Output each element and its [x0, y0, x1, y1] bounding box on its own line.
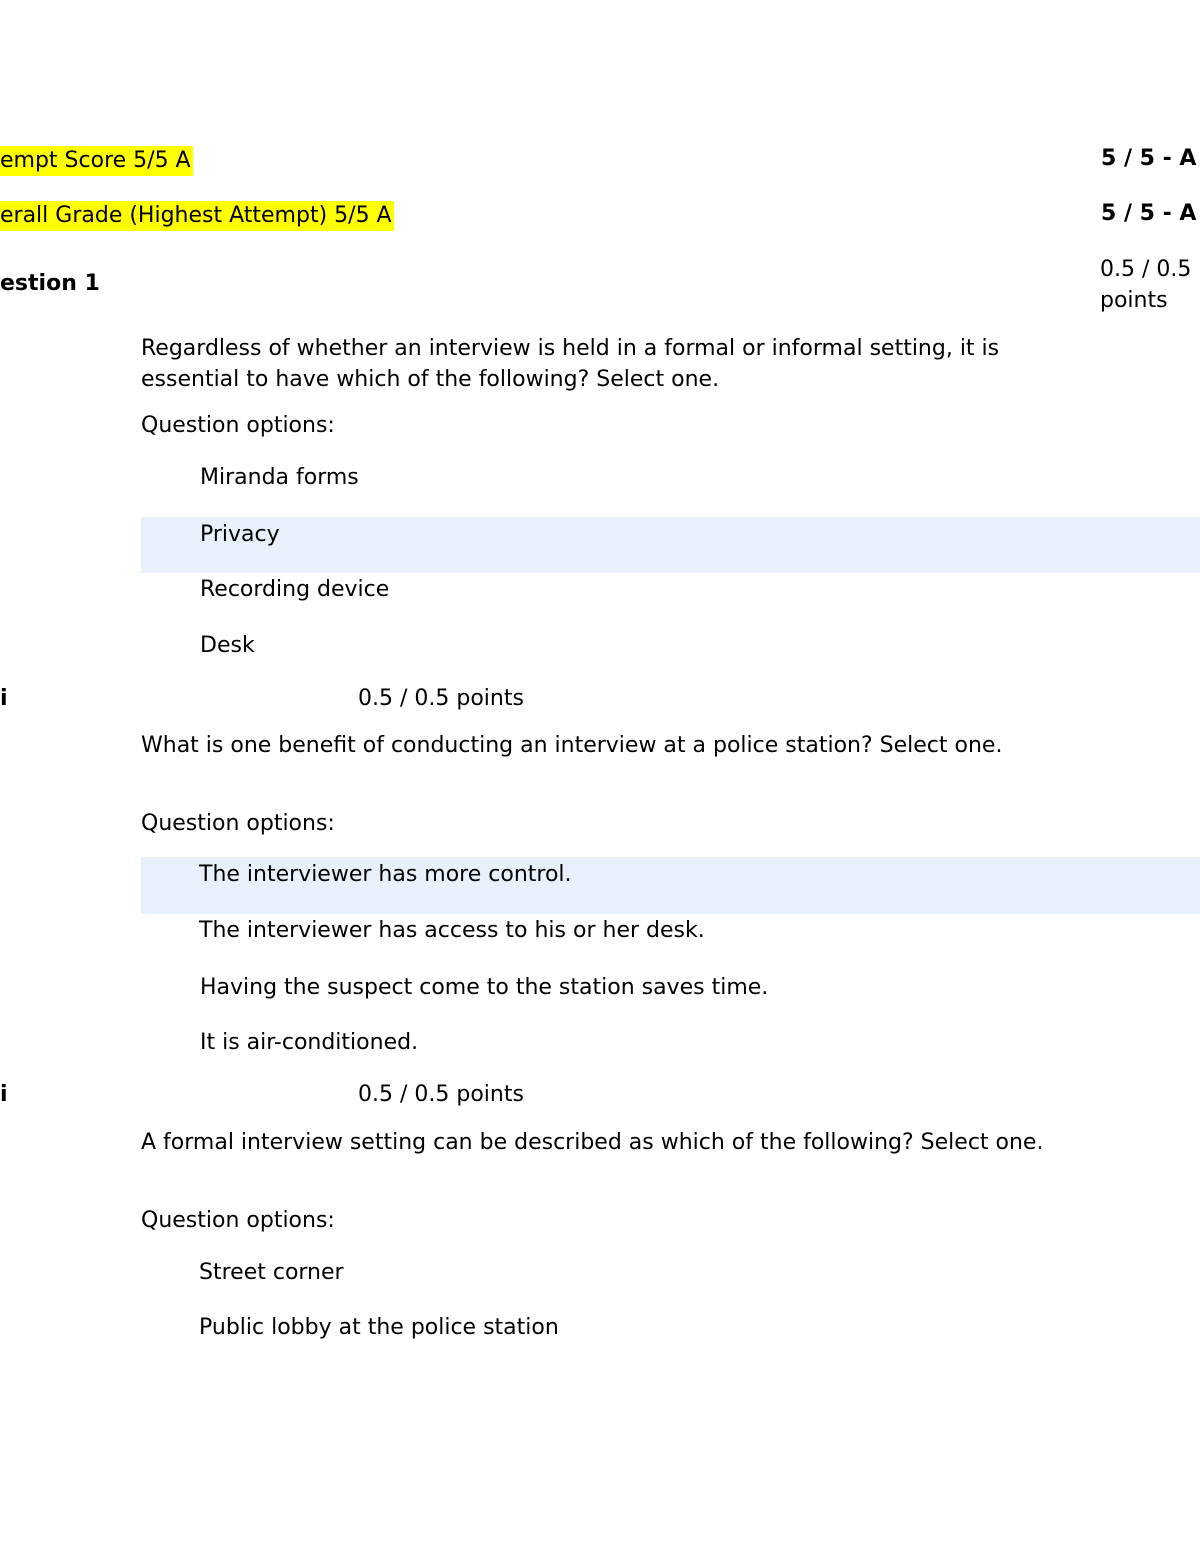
- question-2-option-2[interactable]: The interviewer has access to his or her desk.: [199, 918, 705, 943]
- question-3-points: 0.5 / 0.5 points: [358, 1082, 524, 1107]
- question-2-option-1[interactable]: The interviewer has more control.: [199, 862, 572, 887]
- attempt-score-value: 5 / 5 - A: [1101, 146, 1197, 171]
- question-3-title: i: [0, 1082, 8, 1107]
- selected-answer-band: [141, 517, 1200, 573]
- question-3-option-1[interactable]: Street corner: [199, 1260, 344, 1285]
- question-1-option-1[interactable]: Miranda forms: [200, 465, 359, 490]
- question-3-option-2[interactable]: Public lobby at the police station: [199, 1315, 559, 1340]
- attempt-score-label: empt Score 5/5 A: [0, 146, 193, 176]
- question-2-option-4[interactable]: It is air-conditioned.: [200, 1030, 419, 1055]
- question-1-text: Regardless of whether an interview is held in a formal or informal setting, it is essential to have which of the following? Select one.: [141, 336, 1000, 392]
- question-3-options-label: Question options:: [141, 1208, 335, 1233]
- question-2-points: 0.5 / 0.5 points: [358, 686, 524, 711]
- question-1-option-3[interactable]: Recording device: [200, 577, 390, 602]
- question-1-option-2[interactable]: Privacy: [200, 522, 280, 547]
- question-3-text: A formal interview setting can be described as which of the following? Select one.: [141, 1130, 1044, 1155]
- overall-grade-value: 5 / 5 - A: [1101, 201, 1197, 226]
- question-1-title: estion 1: [0, 271, 100, 296]
- question-1-option-4[interactable]: Desk: [200, 633, 255, 658]
- question-1-points: 0.5 / 0.5 points: [1100, 257, 1192, 313]
- question-2-title: i: [0, 686, 8, 711]
- question-2-text: What is one benefit of conducting an interview at a police station? Select one.: [141, 733, 1003, 758]
- overall-grade-label: erall Grade (Highest Attempt) 5/5 A: [0, 201, 394, 231]
- question-2-options-label: Question options:: [141, 811, 335, 836]
- question-2-option-3[interactable]: Having the suspect come to the station saves time.: [200, 975, 769, 1000]
- question-1-options-label: Question options:: [141, 413, 335, 438]
